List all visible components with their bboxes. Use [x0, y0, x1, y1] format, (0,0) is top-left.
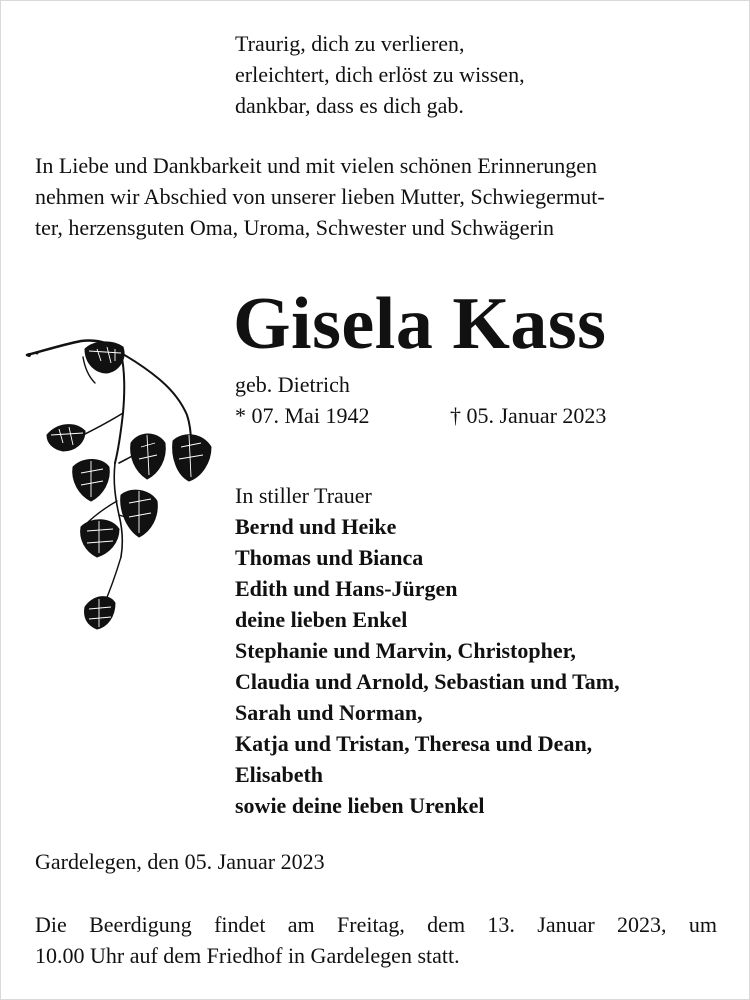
mourner-line: Elisabeth: [235, 762, 324, 787]
mourning-intro: In stiller Trauer: [235, 483, 372, 508]
maiden-name: geb. Dietrich: [235, 372, 350, 397]
mourner-line: Stephanie und Marvin, Christopher,: [235, 638, 576, 663]
poem-line: dankbar, dass es dich gab.: [235, 93, 464, 118]
intro-line: In Liebe und Dankbarkeit und mit vielen schönen Erinnerungen: [35, 153, 598, 178]
birth-date: * 07. Mai 1942: [235, 403, 370, 428]
intro-line: nehmen wir Abschied von unserer lieben Mutter, Schwiegermut-: [35, 184, 605, 209]
mourner-line: Sarah und Norman,: [235, 700, 423, 725]
funeral-info: [35, 909, 717, 971]
mourner-line: sowie deine lieben Urenkel: [235, 793, 485, 818]
mourner-line: deine lieben Enkel: [235, 607, 408, 632]
poem: [235, 28, 525, 121]
poem-line: Traurig, dich zu verlieren,: [235, 31, 465, 56]
intro-line: ter, herzensguten Oma, Uroma, Schwester und Schwägerin: [35, 215, 555, 240]
poem-line: erleichtert, dich erlöst zu wissen,: [235, 62, 525, 87]
mourners-list: [235, 480, 620, 821]
mourner-line: Bernd und Heike: [235, 514, 397, 539]
mourner-line: Katja und Tristan, Theresa und Dean,: [235, 731, 593, 756]
place-and-date: Gardelegen, den 05. Januar 2023: [35, 849, 325, 874]
mourner-line: Thomas und Bianca: [235, 545, 424, 570]
birch-branch-icon: [23, 331, 223, 636]
deceased-name: Gisela Kass: [233, 283, 607, 365]
mourner-line: Edith und Hans-Jürgen: [235, 576, 458, 601]
funeral-line: Die Beerdigung findet am Freitag, dem 13. Januar 2023, um: [35, 912, 717, 937]
intro-text: [35, 150, 725, 243]
death-date: † 05. Januar 2023: [450, 403, 607, 428]
mourner-line: Claudia und Arnold, Sebastian und Tam,: [235, 669, 620, 694]
funeral-line: 10.00 Uhr auf dem Friedhof in Gardelegen statt.: [35, 943, 460, 968]
